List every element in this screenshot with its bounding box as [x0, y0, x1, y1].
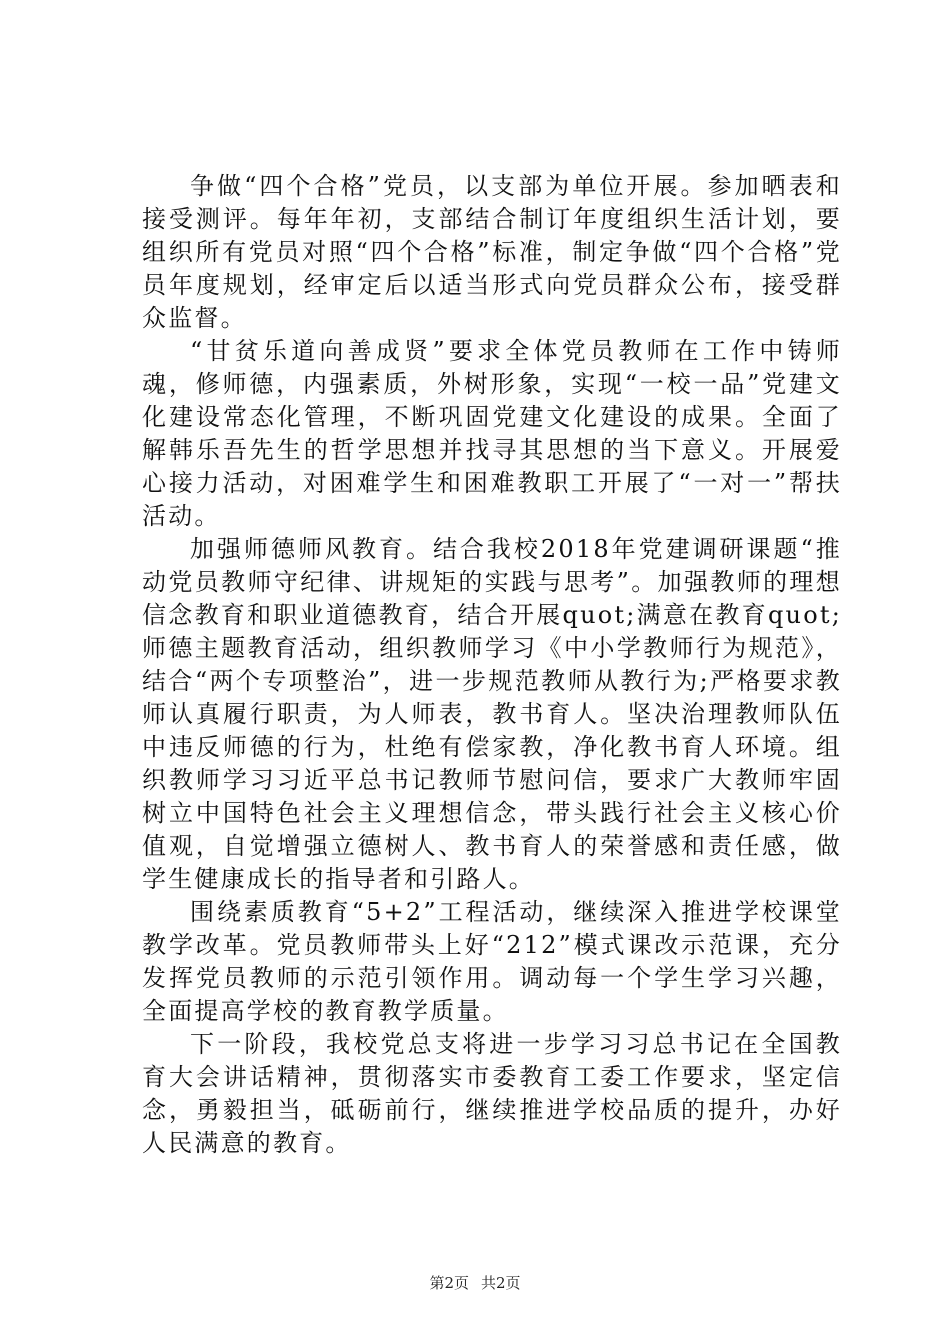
page-number: 第2页	[429, 1274, 469, 1292]
paragraph-teacher-ethos: “甘贫乐道向善成贤”要求全体党员教师在工作中铸师魂，修师德，内强素质，外树形象，实现“一校一品”党建文化建设常态化管理，不断巩固党建文化建设的成果。全面了解韩乐吾先生的哲学思想并找寻其思想的当下意义。开展爱心接力活动，对困难学生和困难教职工开展了“一对一”帮扶活动。	[142, 337, 842, 530]
document-body	[142, 170, 842, 1160]
page-footer	[0, 1273, 950, 1293]
page-total: 共2页	[481, 1274, 521, 1292]
paragraph-quality-education: 围绕素质教育“5+2”工程活动，继续深入推进学校课堂教学改革。党员教师带头上好“212”模式课改示范课，充分发挥党员教师的示范引领作用。调动每一个学生学习兴趣，全面提高学校的教育教学质量。	[142, 898, 842, 1025]
paragraph-four-qualified: 争做“四个合格”党员，以支部为单位开展。参加晒表和接受测评。每年年初，支部结合制订年度组织生活计划，要组织所有党员对照“四个合格”标准，制定争做“四个合格”党员年度规划，经审定后以适当形式向党员群众公布，接受群众监督。	[142, 172, 842, 332]
paragraph-ethics-education: 加强师德师风教育。结合我校2018年党建调研课题“推动党员教师守纪律、讲规矩的实践与思考”。加强教师的理想信念教育和职业道德教育，结合开展quot;满意在教育quot;师德主题教育活动，组织教师学习《中小学教师行为规范》，结合“两个专项整治”，进一步规范教师从教行为;严格要求教师认真履行职责，为人师表，教书育人。坚决治理教师队伍中违反师德的行为，杜绝有偿家教，净化教书育人环境。组织教师学习习近平总书记教师节慰问信，要求广大教师牢固树立中国特色社会主义理想信念，带头践行社会主义核心价值观，自觉增强立德树人、教书育人的荣誉感和责任感，做学生健康成长的指导者和引路人。	[142, 535, 842, 893]
paragraph-next-stage: 下一阶段，我校党总支将进一步学习习总书记在全国教育大会讲话精神，贯彻落实市委教育工委工作要求，坚定信念，勇毅担当，砥砺前行，继续推进学校品质的提升，办好人民满意的教育。	[142, 1030, 842, 1157]
